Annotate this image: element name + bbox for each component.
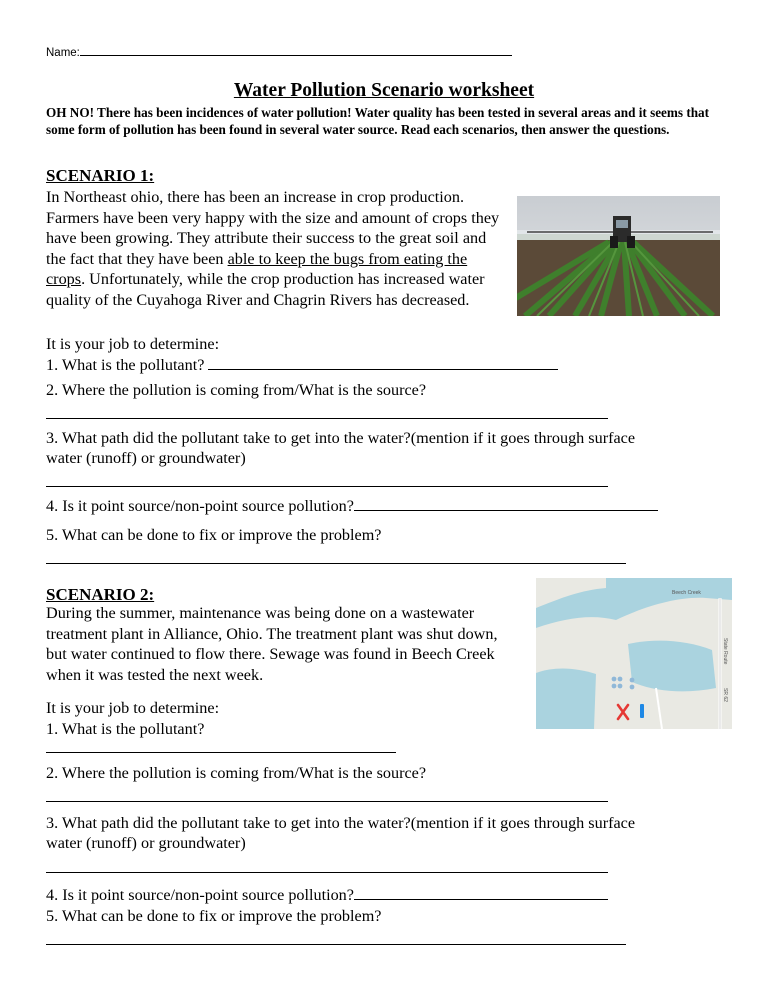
map-label-beech-creek: Beech Creek — [672, 590, 701, 596]
scenario-2-heading: SCENARIO 2: — [46, 585, 155, 604]
crop-spraying-photo — [517, 196, 720, 316]
scenario-1-heading: SCENARIO 1: — [46, 166, 155, 185]
scenario-2-q1: 1. What is the pollutant? — [46, 720, 205, 738]
scenario-1-text: In Northeast ohio, there has been an increase in crop production. Farmers have been very happy with the size and amount of crops they have been growing. They attribute their success to the great soil and the fact that they have been able to keep the bugs from eating the crops. Unfortunately, while the crop production has increased water quality of the Cuyahoga River and Chagrin Rivers has decreased. — [46, 188, 500, 309]
scenario-2-q5: 5. What can be done to fix or improve the problem? — [46, 907, 382, 925]
scenario-1-q3-line2: water (runoff) or groundwater) — [46, 449, 246, 467]
scenario-1-q3-answer[interactable] — [46, 486, 608, 487]
map-label-road: State Route — [722, 638, 728, 665]
scenario-2-q2: 2. Where the pollution is coming from/What is the source? — [46, 764, 427, 782]
scenario-1-q5-answer[interactable] — [46, 563, 626, 564]
scenario-1-q1: 1. What is the pollutant? — [46, 355, 558, 376]
scenario-2-q1-answer[interactable] — [46, 752, 396, 753]
scenario-2-q2-answer[interactable] — [46, 801, 608, 802]
scenario-1-q1-answer[interactable] — [208, 355, 558, 370]
scenario-2-job-intro: It is your job to determine: — [46, 699, 220, 717]
worksheet-title: Water Pollution Scenario worksheet — [233, 80, 535, 101]
beech-creek-map — [536, 578, 732, 729]
name-label: Name: — [46, 47, 80, 59]
map-label-route: SR 62 — [722, 688, 728, 702]
scenario-1-underlined-text: able to keep the bugs from eating the crops — [46, 249, 468, 289]
intro-text: OH NO! There has been incidences of water pollution! Water quality has been tested in several areas and it seems that some form of pollution has been found in several water source. Read each scenarios, then answer the questions. — [46, 105, 710, 137]
scenario-2-q4-answer[interactable] — [354, 885, 608, 900]
scenario-1-q4: 4. Is it point source/non-point source pollution? — [46, 496, 658, 517]
name-blank-line[interactable] — [80, 44, 512, 56]
scenario-2-q3-answer[interactable] — [46, 872, 608, 873]
scenario-2-q3-line2: water (runoff) or groundwater) — [46, 834, 246, 852]
scenario-1-q4-answer[interactable] — [354, 496, 658, 511]
name-field[interactable] — [46, 44, 512, 59]
scenario-1-q5: 5. What can be done to fix or improve the problem? — [46, 526, 382, 544]
plant-blue-marker — [640, 704, 644, 718]
scenario-2-text: During the summer, maintenance was being done on a wastewater treatment plant in Alliance, Ohio. The treatment plant was shut down, but water continued to flow there. Sewage was found in Beech Creek when it was tested the next week. — [46, 604, 498, 684]
scenario-2-q4: 4. Is it point source/non-point source pollution? — [46, 885, 608, 906]
scenario-1-job-intro: It is your job to determine: — [46, 335, 220, 353]
scenario-1-q2: 2. Where the pollution is coming from/What is the source? — [46, 381, 427, 399]
scenario-2-q3-line1: 3. What path did the pollutant take to get into the water?(mention if it goes through surface — [46, 814, 636, 832]
scenario-1-q3-line1: 3. What path did the pollutant take to get into the water?(mention if it goes through surface — [46, 429, 636, 447]
scenario-1-q2-answer[interactable] — [46, 418, 608, 419]
scenario-2-q5-answer[interactable] — [46, 944, 626, 945]
